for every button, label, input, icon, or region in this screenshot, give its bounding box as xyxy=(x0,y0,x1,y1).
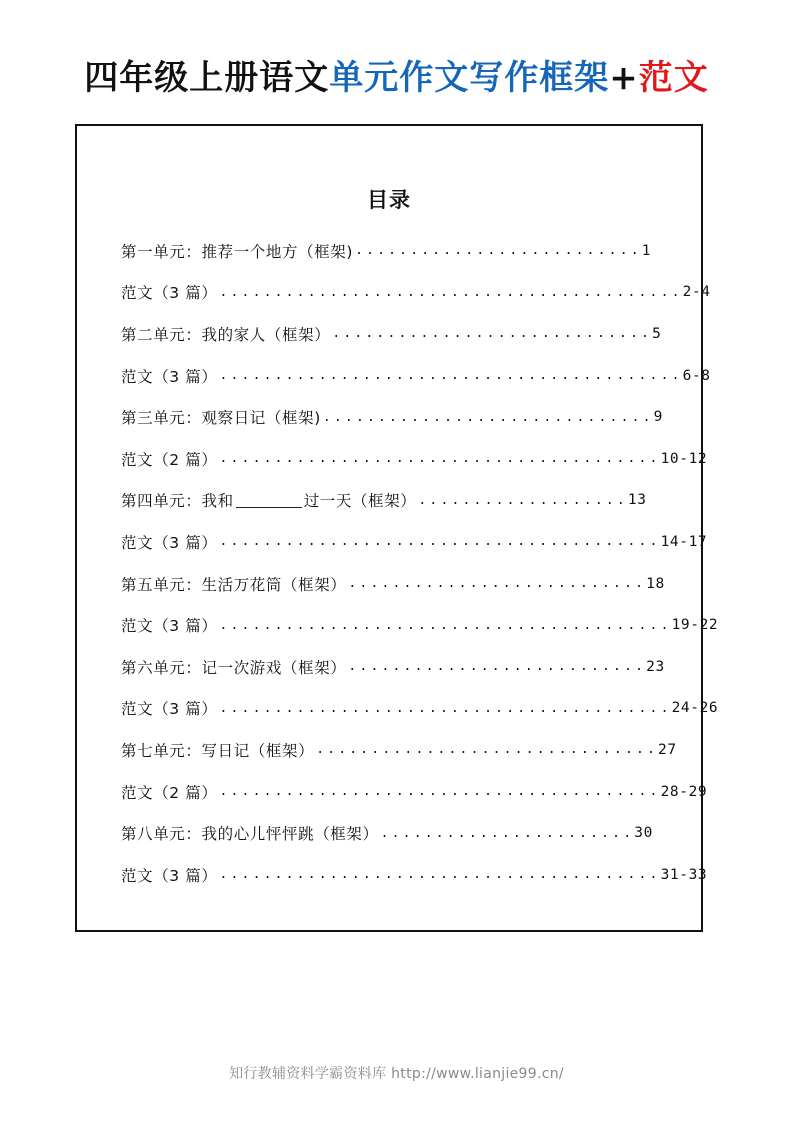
toc-page: 30 xyxy=(634,825,653,842)
toc-page: 2-4 xyxy=(682,284,711,301)
toc-page: 19-22 xyxy=(671,617,719,634)
toc-heading: 目录 xyxy=(367,188,411,212)
toc-item[interactable] xyxy=(121,480,718,522)
toc-item[interactable] xyxy=(121,521,718,563)
toc-list xyxy=(121,230,718,896)
toc-page: 28-29 xyxy=(660,783,708,800)
toc-label: 第一单元：推荐一个地方（框架) xyxy=(121,242,354,261)
toc-dots: ................... xyxy=(418,492,628,508)
toc-dots: ........................... xyxy=(348,576,647,592)
toc-dots: ......................................... xyxy=(219,617,672,633)
toc-page: 24-26 xyxy=(671,700,719,717)
toc-dots: .......................................... xyxy=(219,284,683,300)
toc-item[interactable] xyxy=(121,272,718,314)
toc-dots: ............................... xyxy=(316,742,659,758)
toc-label: 范文（2 篇） xyxy=(121,450,218,469)
toc-label: 第二单元：我的家人（框架） xyxy=(121,325,331,344)
title-samples: 范文 xyxy=(638,58,709,98)
toc-dots: ........................................ xyxy=(219,867,661,883)
toc-dots: ........................................ xyxy=(219,534,661,550)
toc-page: 9 xyxy=(653,409,664,426)
title-grade: 四年级上册语文 xyxy=(84,58,330,98)
toc-item[interactable] xyxy=(121,688,718,730)
toc-label: 第五单元：生活万花筒（框架） xyxy=(121,575,347,594)
toc-dots: .............................. xyxy=(322,409,654,425)
title-framework: 单元作文写作框架 xyxy=(329,58,610,98)
toc-page: 6-8 xyxy=(682,367,711,384)
toc-dots: .......................... xyxy=(355,243,642,259)
toc-label: 范文（3 篇） xyxy=(121,367,218,386)
toc-label-continued: 过一天（框架） xyxy=(303,492,417,511)
toc-label: 第六单元：记一次游戏（框架） xyxy=(121,658,347,677)
page-title xyxy=(0,52,793,104)
toc-label: 范文（2 篇） xyxy=(121,783,218,802)
toc-dots: ......................................... xyxy=(219,700,672,716)
toc-page: 10-12 xyxy=(660,450,708,467)
toc-label: 范文（3 篇） xyxy=(121,284,218,303)
toc-page: 31-33 xyxy=(660,866,708,883)
toc-page: 18 xyxy=(646,575,665,592)
toc-page: 5 xyxy=(652,325,662,342)
toc-page: 14-17 xyxy=(660,533,708,550)
toc-item[interactable] xyxy=(121,230,718,272)
toc-dots: ........................... xyxy=(348,659,647,675)
toc-label: 第四单元：我和 xyxy=(121,492,234,511)
title-plus: + xyxy=(609,58,639,98)
fill-in-blank-line xyxy=(236,493,302,508)
footer-watermark: 知行教辅资料学霸资料库 http://www.lianjie99.cn/ xyxy=(229,1066,564,1082)
toc-dots: ........................................ xyxy=(219,784,661,800)
toc-label: 第三单元：观察日记（框架) xyxy=(121,409,321,428)
toc-item[interactable] xyxy=(121,604,718,646)
toc-label: 第八单元：我的心儿怦怦跳（框架） xyxy=(121,825,379,844)
toc-page: 23 xyxy=(646,658,665,675)
toc-item[interactable] xyxy=(121,812,718,854)
toc-item[interactable] xyxy=(121,438,718,480)
toc-item[interactable] xyxy=(121,646,718,688)
toc-item[interactable] xyxy=(121,396,718,438)
toc-dots: .......................................... xyxy=(219,368,683,384)
toc-page: 27 xyxy=(658,741,677,758)
toc-item[interactable] xyxy=(121,355,718,397)
toc-item[interactable] xyxy=(121,854,718,896)
toc-item[interactable] xyxy=(121,729,718,771)
toc-page: 1 xyxy=(641,242,652,259)
toc-item[interactable] xyxy=(121,771,718,813)
toc-label: 范文（3 篇） xyxy=(121,700,218,719)
toc-item[interactable] xyxy=(121,313,718,355)
toc-dots: ............................. xyxy=(332,326,653,342)
toc-box xyxy=(75,124,719,932)
toc-item[interactable] xyxy=(121,563,718,605)
toc-page: 13 xyxy=(627,492,647,509)
toc-label: 第七单元：写日记（框架） xyxy=(121,741,315,760)
toc-label: 范文（3 篇） xyxy=(121,533,218,552)
toc-dots: ........................................ xyxy=(219,451,661,467)
toc-label: 范文（3 篇） xyxy=(121,866,218,885)
toc-dots: ....................... xyxy=(380,825,635,841)
toc-label: 范文（3 篇） xyxy=(121,617,218,636)
